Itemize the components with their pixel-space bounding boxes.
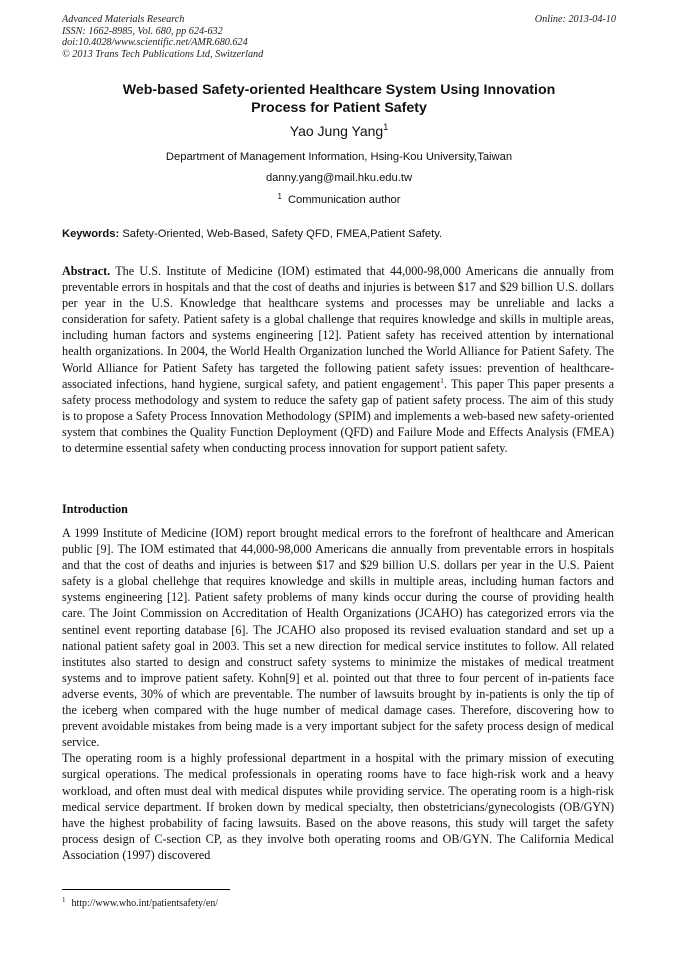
abstract <box>62 263 614 456</box>
author-line <box>62 122 616 139</box>
keywords <box>62 228 616 240</box>
author-mark: 1 <box>383 122 389 132</box>
paper-title-line-2: Process for Patient Safety <box>251 100 427 116</box>
paper-title-line-1: Web-based Safety-oriented Healthcare System Using Innovation <box>122 82 556 98</box>
abstract-footnote-mark[interactable]: 1 <box>440 375 444 385</box>
journal-doi: doi:10.4028/www.scientific.net/AMR.680.624 <box>62 37 248 49</box>
author-name: Yao Jung Yang <box>289 123 384 139</box>
journal-header <box>62 14 616 60</box>
journal-name: Advanced Materials Research <box>62 14 185 25</box>
introduction-paragraph-2: The operating room is a highly professional department in a hospital with the primary mission of executing surgical operations. The medical professionals in operating rooms have to face high-risk work and a heavy workload, and often must deal with medical disputes while providing service. The operating room is a high-risk medical service department. If broken down by medical specialty, then obstetricians/gynecologists (OB/GYN) have the highest probability of facing lawsuits. Based on the above reasons, this study will target the safety process design of C-section CP, as they involve both operating rooms and OB/GYN. The California Medical Association (1997) discovered <box>62 751 614 862</box>
keywords-label: Keywords: <box>62 228 120 240</box>
author-email[interactable]: danny.yang@mail.hku.edu.tw <box>265 172 413 184</box>
abstract-label: Abstract. <box>62 264 111 278</box>
journal-issn: ISSN: 1662-8985, Vol. 680, pp 624-632 <box>62 25 223 37</box>
keywords-text: Safety-Oriented, Web-Based, Safety QFD, FMEA,Patient Safety. <box>122 228 443 240</box>
introduction-paragraph-1: A 1999 Institute of Medicine (IOM) report brought medical errors to the forefront of healthcare and American public [9]. The IOM estimated that 44,000-98,000 Americans die annually from preventable errors in hospitals and that the cost of deaths and injuries is between $17 and $29 billion U.S. dollars per year in the U.S. Paient safety is a global chellehge that requires knowledge and skills in multiple areas, including human factors and systems engineering [12]. Patient safety problems of many kinds occur during the course of providing health care. The Joint Commission on Accreditation of Health Organizations (JCAHO) has categorized errors via the sentinel event reporting database [6]. The JCAHO also proposed its revised evaluation standard and set up a national patient safety goal in 2003. This set a new direction for medical service institutes to follow. All related institutes also started to design and construct safety systems to minimize the mistakes of medical treatment systems and to improve patient safety. Kohn[9] et al. pointed out that three to four percent of in-patients face adverse events, 30% of which are preventable. The number of lawsuits brought by in-patients is only the tip of the iceberg when compared with the huge number of medical damage cases. Therefore, discovering how to prevent avoidable mistakes from being made is a very important subject for the safety process design of medical service. <box>62 526 614 750</box>
footnote-mark: 1 <box>62 896 66 904</box>
abstract-text-a: The U.S. Institute of Medicine (IOM) estimated that 44,000-98,000 Americans die annually from preventable errors in hospitals and that the cost of deaths and injuries is between $17 and $29 billion U.S. dollars per year in the U.S. Knowledge that healthcare systems and processes may be unreliable and lacks a consideration for safety. Patient safety is a global challenge that requires knowledge and skills in multiple areas, including human factors and systems engineering [12]. Patient safety has received attention by international health organizations. In 2004, the World Health Organization lunched the World Alliance for Patient Safety. The World Alliance for Patient Safety has targeted the following patient safety issues: prevention of healthcare-associated infections, hand hygiene, surgical safety, and patient engagement <box>62 264 614 391</box>
communication-mark: 1 <box>277 192 282 201</box>
journal-copyright: © 2013 Trans Tech Publications Ltd, Switzerland <box>62 48 264 60</box>
introduction-body <box>62 525 614 863</box>
communication-text: Communication author <box>287 194 401 206</box>
footnote-rule <box>62 889 230 890</box>
footnote <box>62 896 218 909</box>
introduction-heading: Introduction <box>62 502 128 516</box>
paper-title <box>62 81 616 117</box>
abstract-text-b: . This paper This paper presents a safety process methodology and system to reduce the safety gap of patient safety process. The aim of this study is to propose a Safety Process Innovation Methodology (SPIM) and implements a web-based new safety-oriented system that combines the Quality Function Deployment (QFD) and Failure Mode and Effects Analysis (FMEA) to determine essential safety when conducting process innovation for support patient safety. <box>62 376 615 456</box>
communication-note <box>62 192 616 206</box>
footnote-url[interactable]: http://www.who.int/patientsafety/en/ <box>71 898 219 909</box>
online-date: Online: 2013-04-10 <box>534 14 616 25</box>
affiliation: Department of Management Information, Hsing-Kou University,Taiwan <box>165 151 513 163</box>
